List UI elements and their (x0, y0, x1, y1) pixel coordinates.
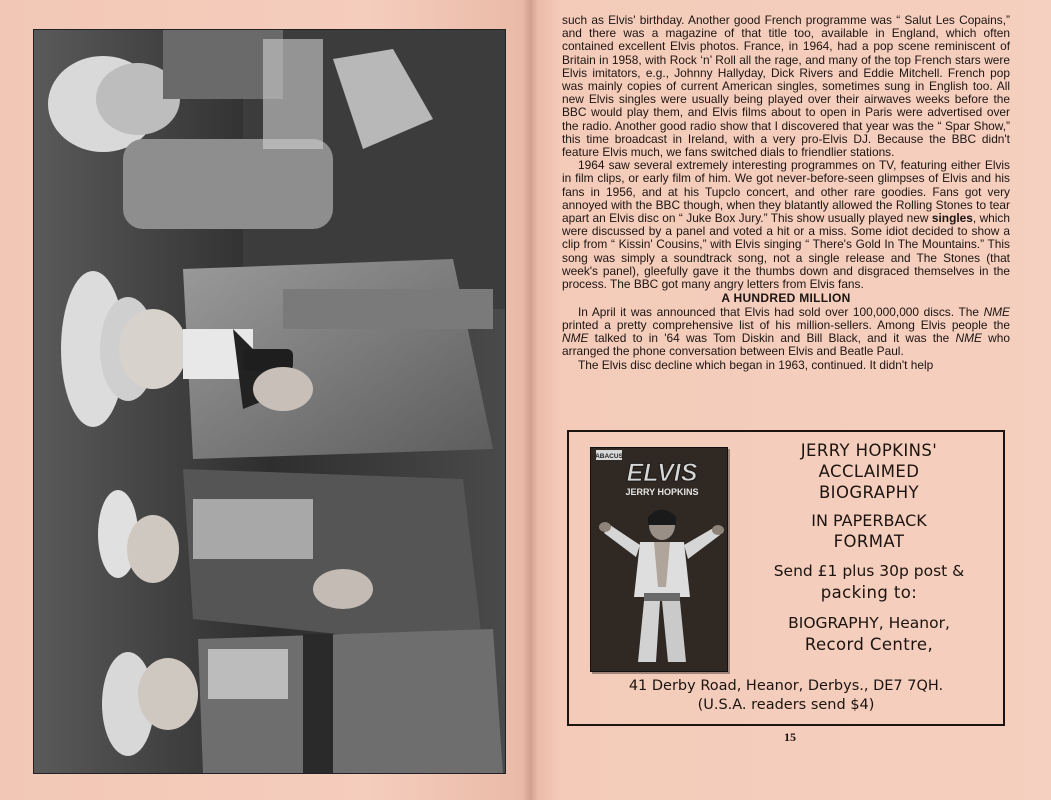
ad-footer (569, 677, 1003, 715)
page-gutter (522, 0, 538, 800)
page-number: 15 (784, 730, 796, 744)
paragraph-1: such as Elvis' birthday. Another good French programme was “ Salut Les Copains,” and there was a magazine of that title too, available in England, which often contained excellent Elvis photos. France, in 1964, had a pop scene reminiscent of Britain in 1958, with Rock ‘n’ Roll all the rage, and many of the top French stars were Elvis imitators, e.g., Johnny Hallyday, Dick Rivers and Eddie Mitchell. French pop was mainly copies of current American singles, sometimes sung in English too. All new Elvis singles were usually being played over their airwaves weeks before the BBC would play them, and Elvis films about to open in Paris were advertised over the radio. Another good radio show that I discovered that year was the “ Spar Show,” this time broadcast in Ireland, with a very pro-Elvis DJ. Because the BBC didn't feature Elvis much, we fans switched dials to friendlier stations. (562, 13, 1010, 160)
paragraph-2-part-1: 1964 saw several extremely interesting programmes on TV, featuring either Elvis in film clips, or early film of him. We got never-before-seen glimpses of Elvis and his fans in 1956, and at his Tupclo concert, and other rare goodies. Fans got very annoyed with the BBC though, when they blatantly allowed the Rolling Stones to tear apart an Elvis disc on “ Juke Box Jury.” This show usually played new (562, 158, 1010, 226)
nme-italic-2: NME (562, 331, 589, 346)
photo-illustration (33, 29, 506, 774)
book-title: ELVIS (626, 459, 698, 487)
paragraph-3-part-b: printed a pretty comprehensive list of his million-sellers. Among Elvis people the (562, 317, 1010, 332)
ad-address-1: BIOGRAPHY, Heanor, (788, 614, 950, 632)
book-cover (590, 447, 728, 672)
ad-format-1: IN PAPERBACK (811, 511, 927, 530)
paragraph-2 (562, 159, 1010, 291)
ad-price-1: Send £1 plus 30p post & (773, 562, 965, 580)
paragraph-3-part-d: who arranged the phone conversation between Elvis and Beatle Paul. (562, 331, 1010, 359)
ad-street-address: 41 Derby Road, Heanor, Derbys., DE7 7QH. (628, 678, 944, 694)
paragraph-4: The Elvis disc decline which began in 1963, continued. It didn't help (578, 357, 934, 372)
book-author: JERRY HOPKINS (625, 487, 699, 497)
ad-format-2: FORMAT (833, 532, 905, 551)
ad-price-2: packing to: (820, 583, 918, 602)
elvis-film-still-photo (33, 29, 506, 774)
paragraph-2-part-2: , which were discussed by a panel and voted a hit or a miss. Some idiot decided to show a clip from “ Kissin' Cousins,” with Elvis singing “ There's Gold In The Mountains.” This song was simply a soundtrack song, not a single release and The Stones (that week's panel), gleefully gave it the thumbs down and disgraced themselves in the process. The BBC got many angry letters from Elvis fans. (562, 211, 1010, 292)
paragraph-3-part-c: talked to in '64 was Tom Diskin and Bill Black, and it was the (588, 331, 956, 346)
nme-italic-3: NME (955, 331, 982, 346)
paragraph-3-part-a: In April it was announced that Elvis had sold over 100,000,000 discs. The (578, 304, 984, 319)
biography-advertisement (567, 430, 1005, 726)
book-publisher: ABACUS (595, 453, 623, 460)
section-heading: A HUNDRED MILLION (721, 291, 851, 306)
ad-headline-2: ACCLAIMED (818, 462, 920, 481)
ad-usa-note: (U.S.A. readers send $4) (697, 697, 875, 713)
ad-address-2: Record Centre, (804, 635, 934, 654)
ad-headline-1: JERRY HOPKINS' (800, 441, 938, 460)
nme-italic-1: NME (983, 304, 1010, 319)
paragraph-2-bold: singles (931, 211, 973, 226)
ad-headline-3: BIOGRAPHY (818, 483, 920, 502)
article-text (562, 14, 1010, 372)
book-cover-art (590, 447, 728, 672)
paragraph-3 (562, 306, 1010, 359)
ad-copy (739, 440, 999, 655)
